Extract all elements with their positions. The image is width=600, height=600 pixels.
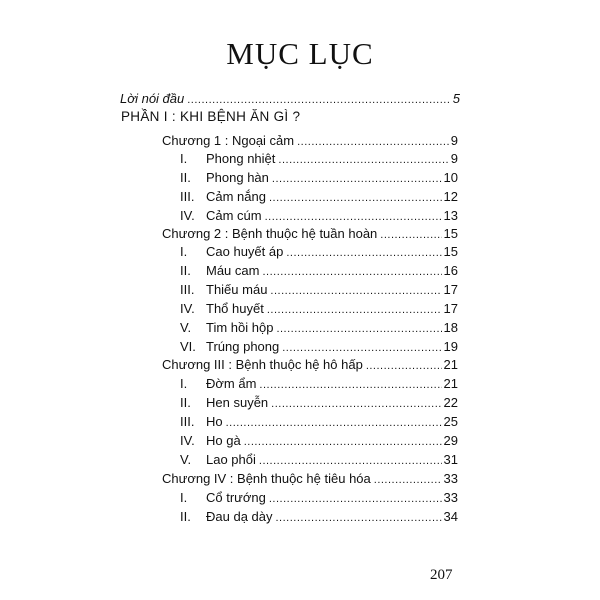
toc-entry-label: PHẦN I : KHI BỆNH ĂN GÌ ? bbox=[121, 109, 301, 124]
toc-entry-page: 18 bbox=[443, 320, 458, 335]
toc-entry-number: I. bbox=[180, 151, 188, 166]
toc-entry-page: 5 bbox=[452, 91, 460, 106]
toc-entry-number: IV. bbox=[180, 301, 195, 316]
toc-section bbox=[180, 243, 458, 261]
toc-entry-label: Đờm ẩm bbox=[206, 376, 257, 391]
toc-entry-number: I. bbox=[180, 244, 188, 259]
toc-entry-number: V. bbox=[180, 452, 192, 467]
toc-entry-page: 13 bbox=[443, 208, 458, 223]
toc-section bbox=[180, 150, 458, 168]
toc-entry-number: II. bbox=[180, 263, 191, 278]
dot-leader bbox=[262, 263, 441, 281]
dot-leader bbox=[366, 357, 442, 375]
dot-leader bbox=[271, 395, 441, 413]
toc-entry-label: Chương 2 : Bệnh thuộc hệ tuần hoàn bbox=[162, 226, 378, 241]
toc-entry-label: Cảm cúm bbox=[206, 208, 262, 223]
dot-leader bbox=[297, 133, 449, 151]
dot-leader bbox=[259, 452, 442, 470]
toc-entry-page: 34 bbox=[443, 509, 458, 524]
toc-entry-label: Chương IV : Bệnh thuộc hệ tiêu hóa bbox=[162, 471, 371, 486]
toc-entry-label: Cổ trướng bbox=[206, 490, 266, 505]
toc-entry-label: Hen suyễn bbox=[206, 395, 269, 410]
toc-section bbox=[180, 207, 458, 225]
toc-chapter bbox=[162, 132, 458, 150]
dot-leader bbox=[187, 91, 451, 109]
dot-leader bbox=[380, 226, 441, 244]
toc-section bbox=[180, 281, 458, 299]
toc-entry-number: II. bbox=[180, 509, 191, 524]
toc-entry-number: IV. bbox=[180, 433, 195, 448]
toc-chapter bbox=[162, 356, 458, 374]
dot-leader bbox=[244, 433, 442, 451]
toc-entry-page: 12 bbox=[443, 189, 458, 204]
toc-entry-number: VI. bbox=[180, 339, 196, 354]
toc-entry-label: Phong nhiệt bbox=[206, 151, 276, 166]
page-number: 207 bbox=[430, 567, 453, 583]
toc-entry-label: Cảm nắng bbox=[206, 189, 266, 204]
toc-section bbox=[180, 413, 458, 431]
toc-entry-foreword bbox=[120, 90, 460, 108]
toc-entry-page: 10 bbox=[443, 170, 458, 185]
toc-entry-page: 9 bbox=[450, 133, 458, 148]
toc-entry-number: I. bbox=[180, 376, 188, 391]
dot-leader bbox=[276, 320, 441, 338]
toc-entry-number: II. bbox=[180, 395, 191, 410]
dot-leader bbox=[226, 414, 442, 432]
toc-section bbox=[180, 169, 458, 187]
toc-entry-page: 15 bbox=[443, 226, 458, 241]
toc-entry-label: Máu cam bbox=[206, 263, 260, 278]
dot-leader bbox=[259, 376, 441, 394]
dot-leader bbox=[286, 244, 441, 262]
toc-entry-number: II. bbox=[180, 170, 191, 185]
toc-entry-label: Cao huyết áp bbox=[206, 244, 284, 259]
toc-section bbox=[180, 508, 458, 526]
toc-entry-number: III. bbox=[180, 189, 195, 204]
toc-section bbox=[180, 188, 458, 206]
toc-chapter bbox=[162, 470, 458, 488]
dot-leader bbox=[278, 151, 448, 169]
toc-entry-label: Thổ huyết bbox=[206, 301, 264, 316]
dot-leader bbox=[374, 471, 442, 489]
toc-part-heading bbox=[121, 108, 461, 126]
dot-leader bbox=[282, 339, 441, 357]
toc-entry-page: 15 bbox=[443, 244, 458, 259]
page-title: MỤC LỤC bbox=[226, 36, 374, 71]
toc-section bbox=[180, 338, 458, 356]
toc-entry-number: IV. bbox=[180, 208, 195, 223]
toc-section bbox=[180, 432, 458, 450]
toc-entry-label: Lao phổi bbox=[206, 452, 256, 467]
toc-entry-page: 22 bbox=[443, 395, 458, 410]
toc-chapter bbox=[162, 225, 458, 243]
toc-entry-label: Chương 1 : Ngoại cảm bbox=[162, 133, 295, 148]
toc-entry-label: Đau dạ dày bbox=[206, 509, 273, 524]
toc-entry-label: Ho bbox=[206, 414, 223, 429]
toc-entry-page: 31 bbox=[443, 452, 458, 467]
toc-entry-page: 33 bbox=[443, 471, 458, 486]
dot-leader bbox=[272, 170, 442, 188]
toc-entry-page: 25 bbox=[443, 414, 458, 429]
toc-section bbox=[180, 394, 458, 412]
toc-entry-label: Phong hàn bbox=[206, 170, 269, 185]
toc-entry-label: Trúng phong bbox=[206, 339, 280, 354]
toc-entry-page: 19 bbox=[443, 339, 458, 354]
toc-entry-label: Thiếu máu bbox=[206, 282, 268, 297]
toc-entry-number: III. bbox=[180, 282, 195, 297]
toc-entry-label: Lời nói đầu bbox=[120, 91, 185, 106]
toc-entry-page: 33 bbox=[443, 490, 458, 505]
toc-entry-page: 16 bbox=[443, 263, 458, 278]
dot-leader bbox=[265, 208, 442, 226]
toc-entry-page: 21 bbox=[443, 357, 458, 372]
toc-entry-number: I. bbox=[180, 490, 188, 505]
toc-entry-page: 9 bbox=[450, 151, 458, 166]
toc-entry-page: 21 bbox=[443, 376, 458, 391]
toc-section bbox=[180, 375, 458, 393]
toc-entry-label: Ho gà bbox=[206, 433, 241, 448]
dot-leader bbox=[276, 509, 442, 527]
toc-section bbox=[180, 262, 458, 280]
toc-section bbox=[180, 319, 458, 337]
toc-entry-page: 17 bbox=[443, 301, 458, 316]
dot-leader bbox=[269, 490, 442, 508]
toc-entry-page: 29 bbox=[443, 433, 458, 448]
toc-section bbox=[180, 489, 458, 507]
toc-section bbox=[180, 451, 458, 469]
toc-entry-label: Chương III : Bệnh thuộc hệ hô hấp bbox=[162, 357, 363, 372]
dot-leader bbox=[267, 301, 442, 319]
toc-section bbox=[180, 300, 458, 318]
toc-entry-number: III. bbox=[180, 414, 195, 429]
dot-leader bbox=[270, 282, 441, 300]
toc-entry-page: 17 bbox=[443, 282, 458, 297]
toc-entry-number: V. bbox=[180, 320, 192, 335]
dot-leader bbox=[269, 189, 442, 207]
toc-entry-label: Tim hồi hộp bbox=[206, 320, 274, 335]
